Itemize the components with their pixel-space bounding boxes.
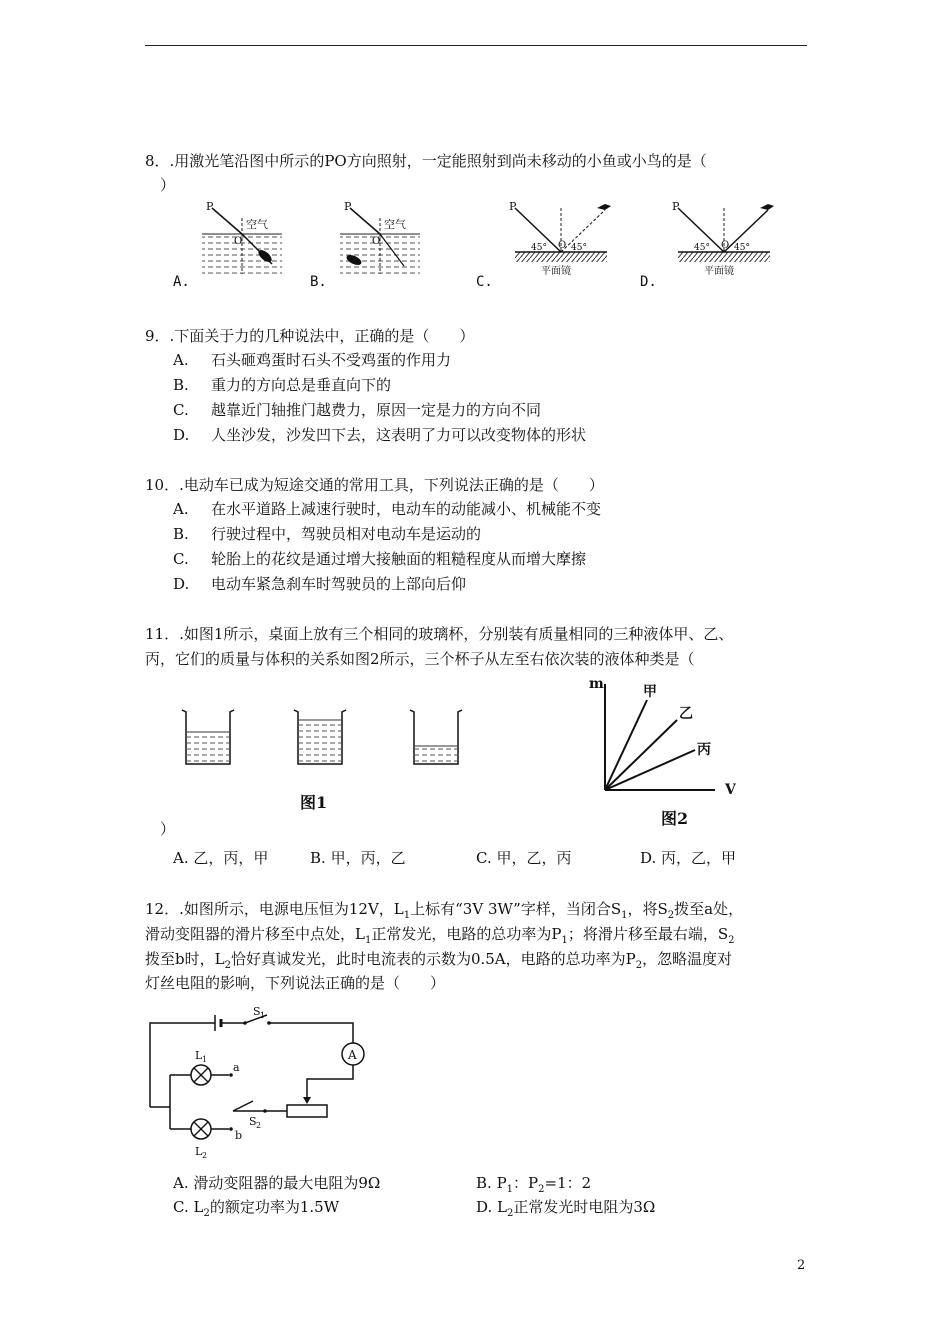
- q8-a-o: O: [234, 236, 243, 247]
- q9-a-letter: A.: [173, 351, 189, 369]
- q9-a-text: 石头砸鸡蛋时石头不受鸡蛋的作用力: [211, 351, 452, 369]
- q8-c-angle-right: 45°: [571, 243, 587, 253]
- terminal-a: a: [233, 1061, 240, 1074]
- q12-l1-sub1: 1: [403, 910, 411, 921]
- q12-option-b: [476, 1173, 591, 1193]
- q10-c-letter: C.: [173, 550, 189, 568]
- q12-option-d: [476, 1197, 655, 1217]
- q11-c-letter: C.: [476, 849, 492, 867]
- q8-label-c: C.: [476, 274, 493, 290]
- q12-stem-line3: [145, 949, 732, 969]
- q9-d-letter: D.: [173, 426, 190, 444]
- terminal-b: b: [235, 1129, 243, 1142]
- q11-figure-1: [178, 698, 468, 818]
- s2-label: S: [249, 1115, 257, 1128]
- q9-c-letter: C.: [173, 401, 189, 419]
- q8-stem-line2: ）: [160, 176, 176, 194]
- q9-stem: 9．.下面关于力的几种说法中，正确的是（ ）: [145, 327, 475, 345]
- q12-l2-sub2: 1: [561, 935, 568, 946]
- s1-label: S: [253, 1005, 261, 1018]
- q11-stem-line1: 11．.如图1所示，桌面上放有三个相同的玻璃杯，分别装有质量相同的三种液体甲、乙、: [145, 625, 734, 643]
- q12-c-letter: C.: [173, 1198, 189, 1216]
- q9-d-text: 人坐沙发，沙发凹下去，这表明了力可以改变物体的形状: [211, 426, 587, 444]
- beaker-3: [410, 710, 462, 764]
- q12-l1-b: 上标有“3V 3W”字样，当闭合S: [410, 900, 622, 918]
- l2-sub: 2: [202, 1151, 208, 1160]
- q11-stem-line3: ）: [160, 820, 176, 838]
- beaker-1: [182, 710, 234, 764]
- q9-c-text: 越靠近门轴推门越费力，原因一定是力的方向不同: [211, 401, 542, 419]
- q12-c-tail: 的额定功率为1.5W: [209, 1198, 340, 1216]
- q8-d-p: P: [672, 200, 680, 213]
- q10-option-d: [173, 574, 467, 594]
- q12-l2-sub3: 2: [728, 935, 735, 946]
- q9-option-d: [173, 425, 587, 445]
- q9-b-text: 重力的方向总是垂直向下的: [211, 376, 392, 394]
- l1-sub: 1: [202, 1055, 208, 1064]
- q9-b-letter: B.: [173, 376, 189, 394]
- l1-label: L: [195, 1049, 203, 1062]
- q12-stem-line2: [145, 924, 734, 944]
- q11-option-b: [310, 848, 406, 868]
- q11-c-text: 甲，乙，丙: [496, 849, 572, 867]
- ammeter-label: A: [348, 1048, 357, 1062]
- q11-stem-line2: 丙，它们的质量与体积的关系如图2所示，三个杯子从左至右依次装的液体种类是（: [145, 650, 695, 668]
- fig2-jia: 甲: [643, 684, 657, 700]
- s2-sub: 2: [256, 1121, 262, 1130]
- q12-l2-sub1: 1: [364, 935, 372, 946]
- q8-label-a: A.: [173, 274, 190, 290]
- q8-label-d: D.: [640, 274, 657, 290]
- q10-stem: 10．.电动车已成为短途交通的常用工具，下列说法正确的是（ ）: [145, 476, 604, 494]
- q12-option-c: [173, 1197, 339, 1217]
- q12-l1-d: 拨至a处，: [674, 900, 744, 918]
- header-rule: [145, 45, 807, 46]
- q10-b-letter: B.: [173, 525, 189, 543]
- q11-option-a: [173, 848, 268, 868]
- q12-a-letter: A.: [173, 1174, 189, 1192]
- q12-d-letter: D.: [476, 1198, 493, 1216]
- q11-a-text: 乙，丙，甲: [193, 849, 269, 867]
- q8-b-air: 空气: [384, 218, 406, 231]
- q8-c-mirror: 平面镜: [541, 266, 571, 277]
- fig2-bing: 丙: [697, 742, 711, 758]
- q12-l1-sub3: 2: [667, 910, 675, 921]
- q8-a-air: 空气: [246, 218, 268, 231]
- q12-c-l: L: [193, 1198, 204, 1216]
- q9-option-a: [173, 350, 452, 370]
- q8-label-b: B.: [310, 274, 327, 290]
- q8-c-p: P: [509, 200, 517, 213]
- q9-option-c: [173, 400, 542, 420]
- line-bing: [605, 750, 695, 790]
- q12-l1-a: 12．.如图所示，电源电压恒为12V，L: [145, 900, 404, 918]
- fig2-label: 图2: [661, 809, 689, 828]
- q11-option-c: [476, 848, 572, 868]
- q12-l3-sub2: 2: [635, 960, 643, 971]
- q12-option-a: [173, 1173, 380, 1193]
- q8-d-angle-right: 45°: [734, 243, 750, 253]
- q12-l1-sub2: 1: [621, 910, 628, 921]
- q12-a-text: 滑动变阻器的最大电阻为9Ω: [193, 1174, 381, 1192]
- l2-label: L: [195, 1145, 203, 1158]
- q10-d-text: 电动车紧急刹车时驾驶员的上部向后仰: [211, 575, 467, 593]
- q12-d-tail: 正常发光时电阻为3Ω: [513, 1198, 656, 1216]
- fig2-x-axis: V: [725, 782, 736, 798]
- q12-l2-c: ；将滑片移至最右端，S: [567, 925, 729, 943]
- q11-b-letter: B.: [310, 849, 326, 867]
- q8-figure-c: [505, 198, 615, 278]
- q12-b-sub1: 1: [506, 1184, 514, 1195]
- q11-figure-2: [585, 672, 755, 832]
- q11-b-text: 甲，丙，乙: [330, 849, 406, 867]
- q12-l1-c: ，将S: [627, 900, 668, 918]
- q10-b-text: 行驶过程中，驾驶员相对电动车是运动的: [211, 525, 482, 543]
- q12-c-sub: 2: [203, 1208, 210, 1219]
- q12-l2-b: 正常发光，电路的总功率为P: [371, 925, 562, 943]
- q8-a-p: P: [206, 200, 214, 213]
- q12-stem-line1: [145, 899, 743, 919]
- s2-switch: [233, 1101, 253, 1111]
- q12-b-tail: =1：2: [544, 1174, 592, 1192]
- q8-c-o: O: [558, 240, 567, 251]
- q12-l2-a: 滑动变阻器的滑片移至中点处，L: [145, 925, 365, 943]
- q10-c-text: 轮胎上的花纹是通过增大接触面的粗糙程度从而增大摩擦: [211, 550, 587, 568]
- q8-figure-a: [200, 198, 285, 278]
- s1-sub: 1: [260, 1011, 266, 1020]
- q10-a-text: 在水平道路上减速行驶时，电动车的动能减小、机械能不变: [211, 500, 602, 518]
- q10-a-letter: A.: [173, 500, 189, 518]
- q12-d-sub: 2: [507, 1208, 514, 1219]
- q12-d-l: L: [497, 1198, 508, 1216]
- q8-d-mirror: 平面镜: [704, 266, 734, 277]
- q9-option-b: [173, 375, 392, 395]
- q12-l3-sub1: 2: [224, 960, 231, 971]
- rheostat-icon: [287, 1105, 327, 1117]
- q12-b-colon: ：P: [513, 1174, 539, 1192]
- q10-option-a: [173, 499, 602, 519]
- q8-d-angle-left: 45°: [694, 243, 710, 253]
- q8-b-p: P: [344, 200, 352, 213]
- page-number: 2: [797, 1258, 806, 1273]
- line-jia: [605, 700, 647, 790]
- line-yi: [605, 720, 677, 790]
- q12-l3-b: 恰好真诚发光，此时电流表的示数为0.5A，电路的总功率为P: [230, 950, 636, 968]
- q8-b-o: O: [372, 236, 381, 247]
- q10-d-letter: D.: [173, 575, 190, 593]
- fig1-label: 图1: [300, 793, 328, 812]
- q8-c-angle-left: 45°: [531, 243, 547, 253]
- q10-option-b: [173, 524, 482, 544]
- beaker-2: [294, 710, 346, 764]
- q10-option-c: [173, 549, 587, 569]
- q8-figure-d: [668, 198, 778, 278]
- q12-b-sub2: 2: [538, 1184, 545, 1195]
- q12-b-letter: B.: [476, 1174, 492, 1192]
- q8-stem-line1: 8．.用激光笔沿图中所示的PO方向照射，一定能照射到尚未移动的小鱼或小鸟的是（: [145, 152, 707, 170]
- q8-d-o: O: [721, 240, 730, 251]
- q12-circuit-diagram: [145, 1005, 370, 1165]
- q12-b-p1: P: [496, 1174, 507, 1192]
- q12-stem-line4: 灯丝电阻的影响，下列说法正确的是（ ）: [145, 974, 446, 992]
- fig2-y-axis: m: [589, 676, 604, 692]
- q12-l3-a: 拨至b时，L: [145, 950, 225, 968]
- q12-l3-c: ，忽略温度对: [642, 950, 733, 968]
- q8-figure-b: [338, 198, 423, 278]
- q11-d-letter: D.: [640, 849, 657, 867]
- fig2-yi: 乙: [679, 706, 693, 722]
- q11-option-d: [640, 848, 736, 868]
- q11-a-letter: A.: [173, 849, 189, 867]
- q11-d-text: 丙，乙，甲: [661, 849, 737, 867]
